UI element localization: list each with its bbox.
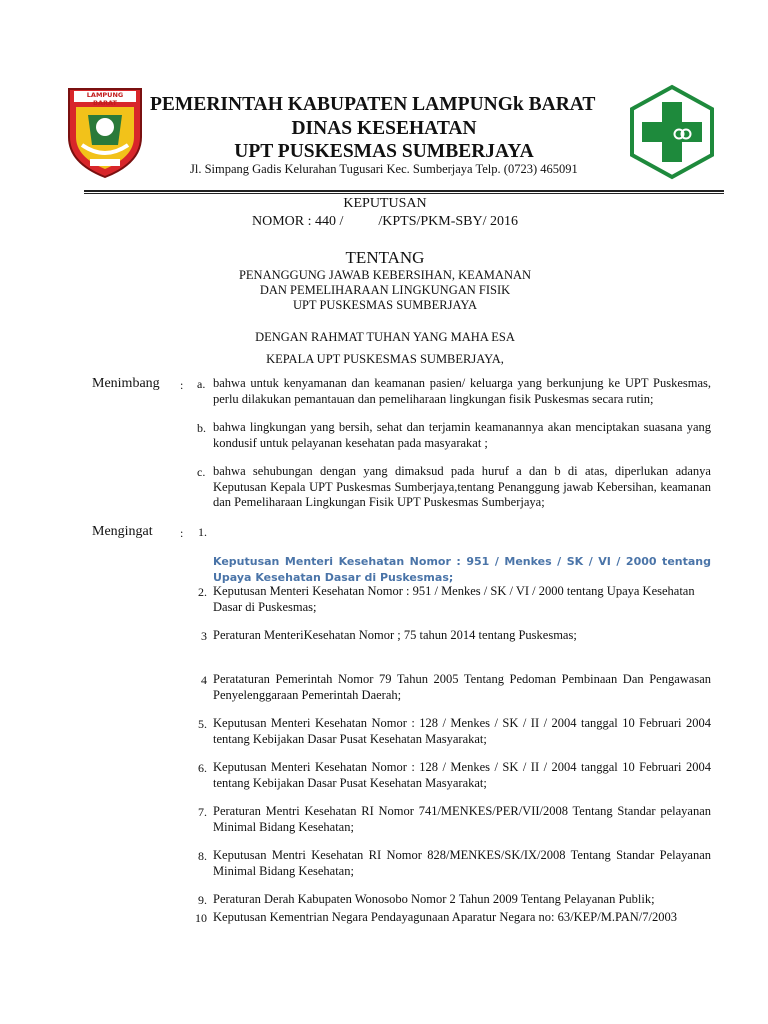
mengingat-colon: : bbox=[180, 526, 184, 540]
subject-line: DAN PEMELIHARAAN LINGKUNGAN FISIK bbox=[259, 283, 511, 297]
header-department: DINAS KESEHATAN bbox=[291, 118, 477, 139]
item-number: 8. bbox=[198, 849, 207, 863]
menimbang-label: Menimbang bbox=[92, 376, 160, 391]
item-number: 2. bbox=[198, 585, 207, 599]
header-divider bbox=[84, 190, 724, 192]
mengingat-item: Peraturan Mentri Kesehatan RI Nomor 741/MENKES/PER/VII/2008 Tentang Standar pelayanan Minimal Bidang Kesehatan; bbox=[213, 804, 711, 834]
item-number: 6. bbox=[198, 761, 207, 775]
menimbang-item: bahwa lingkungan yang bersih, sehat dan terjamin keamanannya akan menciptakan suasana yang kondusif untuk pelayanan kesehatan pada masyarakat ; bbox=[213, 420, 711, 450]
item-marker: b. bbox=[197, 421, 206, 435]
header-puskesmas: UPT PUSKESMAS SUMBERJAYA bbox=[234, 141, 534, 162]
menimbang-colon: : bbox=[180, 378, 184, 392]
mengingat-label: Mengingat bbox=[92, 524, 153, 539]
item-number: 3 bbox=[201, 629, 207, 643]
mengingat-item: Perataturan Pemerintah Nomor 79 Tahun 2005 Tentang Pedoman Pembinaan Dan Pengawasan Penyelenggaraan Pemerintah Daerah; bbox=[213, 672, 711, 702]
item-number: 1. bbox=[198, 525, 207, 539]
mengingat-item: Keputusan Menteri Kesehatan Nomor : 951 / Menkes / SK / VI / 2000 tentang Upaya Kesehatan Dasar di Puskesmas; bbox=[213, 584, 695, 614]
kepala-line: KEPALA UPT PUSKESMAS SUMBERJAYA, bbox=[266, 352, 504, 366]
decree-number: NOMOR : 440 / /KPTS/PKM-SBY/ 2016 bbox=[251, 214, 519, 229]
header-government: PEMERINTAH KABUPATEN LAMPUNGk BARAT bbox=[150, 94, 596, 115]
decree-title: KEPUTUSAN bbox=[343, 196, 427, 211]
header-divider-thin bbox=[84, 193, 724, 194]
item-number: 4 bbox=[201, 673, 207, 687]
item-marker: a. bbox=[197, 377, 206, 391]
mengingat-item: Peraturan MenteriKesehatan Nomor ; 75 tahun 2014 tentang Puskesmas; bbox=[213, 628, 577, 642]
menimbang-item: bahwa sehubungan dengan yang dimaksud pada huruf a dan b di atas, diperlukan adanya Keputusan Kepala UPT Puskesmas Sumberjaya,tentang Penanggung jawab Kebersihan, keamanan dan Pemeliharaan Lingkungan Fisik UPT Puskesmas Sumberjaya; bbox=[213, 464, 711, 509]
mengingat-item: Peraturan Derah Kabupaten Wonosobo Nomor 2 Tahun 2009 Tentang Pelayanan Publik; bbox=[213, 892, 655, 906]
item-number: 7. bbox=[198, 805, 207, 819]
menimbang-item: bahwa untuk kenyamanan dan keamanan pasien/ keluarga yang berkunjung ke UPT Puskesmas, perlu dilakukan pemantauan dan pemeliharaan lingkungan fisik Puskesmas secara rutin; bbox=[213, 376, 711, 406]
rahmat-line: DENGAN RAHMAT TUHAN YANG MAHA ESA bbox=[255, 330, 515, 344]
subject-line: UPT PUSKESMAS SUMBERJAYA bbox=[292, 298, 478, 312]
mengingat-item: Keputusan Menteri Kesehatan Nomor : 128 / Menkes / SK / II / 2004 tanggal 10 Februari 2004 tentang Kebijakan Dasar Pusat Kesehatan Masyarakat; bbox=[213, 760, 711, 790]
tentang-heading: TENTANG bbox=[345, 248, 425, 267]
header-address: Jl. Simpang Gadis Kelurahan Tugusari Kec. Sumberjaya Telp. (0723) 465091 bbox=[190, 162, 578, 176]
mengingat-item: Keputusan Menteri Kesehatan Nomor : 128 / Menkes / SK / II / 2004 tanggal 10 Februari 2004 tentang Kebijakan Dasar Pusat Kesehatan Masyarakat; bbox=[213, 716, 711, 746]
highlighted-reference: Keputusan Menteri Kesehatan Nomor : 951 / Menkes / SK / VI / 2000 tentang Upaya Kesehatan Dasar di Puskesmas; bbox=[213, 555, 711, 584]
item-number: 5. bbox=[198, 717, 207, 731]
emblem-label: LAMPUNG BARAT bbox=[86, 91, 124, 107]
mengingat-item: Keputusan Kementrian Negara Pendayagunaan Aparatur Negara no: 63/KEP/M.PAN/7/2003 bbox=[213, 910, 678, 924]
mengingat-item: Keputusan Mentri Kesehatan RI Nomor 828/MENKES/SK/IX/2008 Tentang Standar Pelayanan Minimal Bidang Kesehatan; bbox=[213, 848, 711, 878]
subject-line: PENANGGUNG JAWAB KEBERSIHAN, KEAMANAN bbox=[238, 268, 532, 282]
item-marker: c. bbox=[197, 465, 206, 479]
item-number: 9. bbox=[198, 893, 207, 907]
item-number: 10 bbox=[195, 911, 207, 925]
